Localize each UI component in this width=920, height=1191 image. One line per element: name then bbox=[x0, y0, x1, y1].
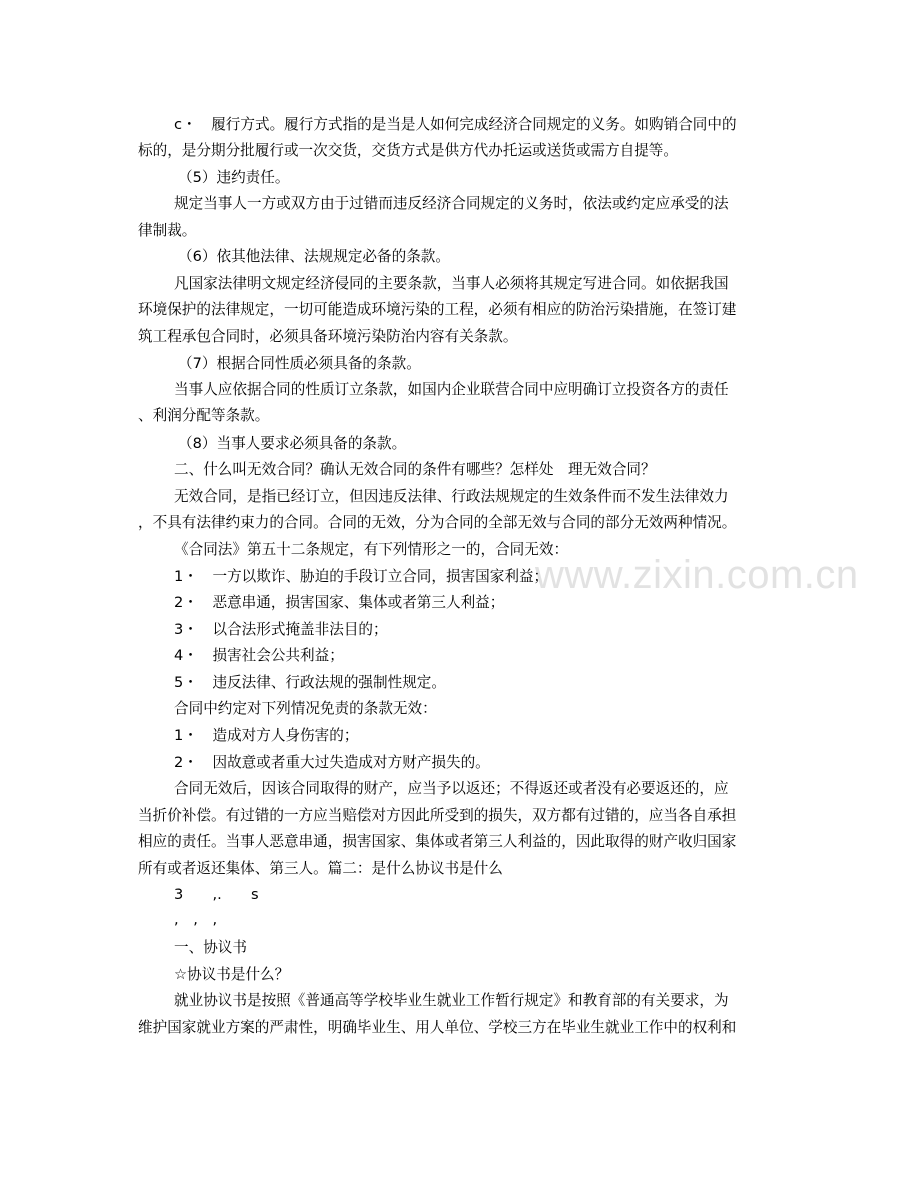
text-line: （6）依其他法律、法规规定必备的条款。 bbox=[178, 248, 450, 265]
list-item: 5・ 违反法律、行政法规的强制性规定。 bbox=[174, 674, 446, 691]
list-item: 3・ 以合法形式掩盖非法目的； bbox=[174, 621, 388, 638]
text-line: 凡国家法律明文规定经济侵同的主要条款，当事人必须将其规定写进合同。如依据我国 bbox=[174, 275, 729, 292]
text-line: 就业协议书是按照《普通高等学校毕业生就业工作暂行规定》和教育部的有关要求，为 bbox=[174, 992, 729, 1009]
text-line: 当事人应依据合同的性质订立条款，如国内企业联营合同中应明确订立投资各方的责任 bbox=[174, 381, 729, 398]
text-line: 合同无效后，因该合同取得的财产，应当予以返还；不得返还或者没有必要返还的，应 bbox=[174, 780, 729, 797]
watermark: www.zixin.com.cn bbox=[535, 553, 859, 597]
text-line: c・ 履行方式。履行方式指的是当是人如何完成经济合同规定的义务。如购销合同中的 bbox=[174, 116, 737, 133]
list-item: 2・ 恶意串通，损害国家、集体或者第三人利益； bbox=[174, 594, 505, 611]
text-line: 3 ,. s bbox=[174, 886, 259, 903]
list-item: 4・ 损害社会公共利益； bbox=[174, 647, 344, 664]
text-line: 当折价补偿。有过错的一方应当赔偿对方因此所受到的损失，双方都有过错的，应当各自承担 bbox=[138, 807, 737, 824]
text-line: 维护国家就业方案的严肃性，明确毕业生、用人单位、学校三方在毕业生就业工作中的权利和 bbox=[138, 1019, 737, 1036]
text-line: （7）根据合同性质必须具备的条款。 bbox=[178, 355, 421, 372]
text-line: 合同中约定对下列情况免责的条款无效： bbox=[174, 700, 437, 717]
text-line: 相应的责任。当事人恶意串通，损害国家、集体或者第三人利益的，因此取得的财产收归国家 bbox=[138, 833, 737, 850]
text-line: ，不具有法律约束力的合同。合同的无效，分为合同的全部无效与合同的部分无效两种情况。 bbox=[138, 514, 737, 531]
text-line: 筑工程承包合同时，必须具备环境污染防治内容有关条款。 bbox=[138, 328, 518, 345]
text-line: ☆协议书是什么？ bbox=[174, 966, 290, 983]
text-line: 《合同法》第五十二条规定，有下列情形之一的，合同无效： bbox=[174, 541, 569, 558]
text-line: 律制裁。 bbox=[138, 222, 197, 239]
text-line: 环境保护的法律规定，一切可能造成环境污染的工程，必须有相应的防治污染措施，在签订建 bbox=[138, 301, 737, 318]
text-line: 所有或者返还集体、第三人。篇二：是什么协议书是什么 bbox=[138, 860, 503, 877]
section-heading: 二、什么叫无效合同？确认无效合同的条件有哪些？怎样处 理无效合同？ bbox=[174, 461, 656, 478]
text-line: , , , bbox=[174, 911, 218, 928]
text-line: 、利润分配等条款。 bbox=[138, 407, 270, 424]
section-heading: 一、协议书 bbox=[174, 939, 247, 956]
text-line: （8）当事人要求必须具备的条款。 bbox=[178, 435, 407, 452]
text-line: （5）违约责任。 bbox=[178, 169, 290, 186]
list-item: 1・ 一方以欺诈、胁迫的手段订立合同，损害国家利益； bbox=[174, 568, 549, 585]
text-line: 无效合同，是指已经订立，但因违反法律、行政法规规定的生效条件而不发生法律效力 bbox=[174, 488, 729, 505]
list-item: 1・ 造成对方人身伤害的； bbox=[174, 727, 359, 744]
list-item: 2・ 因故意或者重大过失造成对方财产损失的。 bbox=[174, 754, 490, 771]
text-line: 规定当事人一方或双方由于过错而违反经济合同规定的义务时，依法或约定应承受的法 bbox=[174, 195, 729, 212]
text-line: 标的，是分期分批履行或一次交货，交货方式是供方代办托运或送货或需方自提等。 bbox=[138, 142, 678, 159]
